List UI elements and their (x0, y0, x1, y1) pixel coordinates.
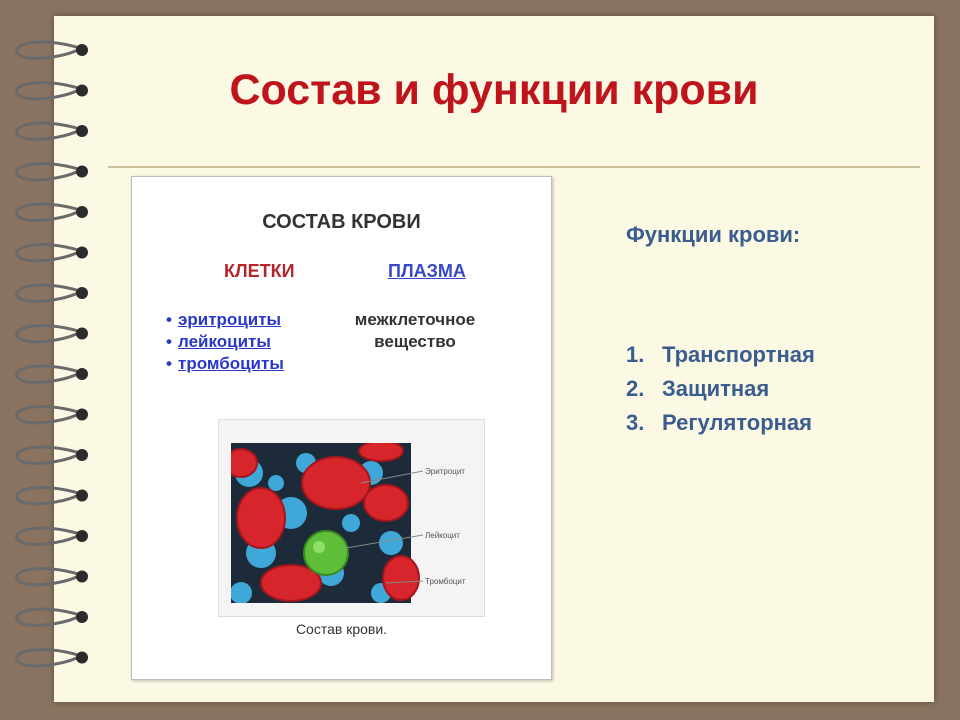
spiral-hole (76, 449, 88, 461)
card-heading: СОСТАВ КРОВИ (262, 211, 421, 233)
spiral-hole (76, 287, 88, 299)
slide-title: Состав и функции крови (229, 66, 759, 114)
spiral-ring (17, 325, 80, 341)
cells-heading: КЛЕТКИ (224, 261, 295, 281)
spiral-hole (76, 490, 88, 502)
spiral-ring (17, 568, 80, 584)
spiral-ring (17, 447, 80, 463)
micrograph-caption: Состав крови. (295, 621, 388, 637)
spiral-hole (76, 652, 88, 664)
spiral-ring (17, 487, 80, 503)
label-thrombocyte: Тромбоцит (425, 577, 466, 586)
blood-composition-card (131, 176, 552, 680)
spiral-hole (76, 125, 88, 137)
spiral-hole (76, 44, 88, 56)
plasma-description: межклеточное вещество (354, 310, 476, 351)
function-item: 1. Транспортная (626, 342, 815, 367)
functions-title: Функции крови: (626, 222, 801, 247)
spiral-ring (17, 42, 80, 58)
function-item: 3. Регуляторная (626, 410, 813, 435)
spiral-ring (17, 528, 80, 544)
spiral-ring (17, 244, 80, 260)
spiral-hole (76, 530, 88, 542)
blood-micrograph-image (231, 443, 476, 603)
function-item: 2. Защитная (626, 376, 770, 401)
cell-link-leukocytes[interactable]: • лейкоциты (166, 332, 271, 351)
spiral-hole (76, 166, 88, 178)
spiral-hole (76, 206, 88, 218)
plasma-heading-link[interactable]: ПЛАЗМА (388, 261, 466, 281)
cell-link-erythrocytes[interactable]: • эритроциты (166, 310, 282, 329)
spiral-ring (17, 163, 80, 179)
cell-link-thrombocytes[interactable]: • тромбоциты (166, 354, 284, 373)
spiral-hole (76, 571, 88, 583)
spiral-hole (76, 328, 88, 340)
title-divider (108, 166, 920, 168)
label-erythrocyte: Эритроцит (425, 467, 465, 476)
spiral-binding (0, 28, 100, 688)
spiral-ring (17, 123, 80, 139)
spiral-hole (76, 409, 88, 421)
spiral-ring (17, 649, 80, 665)
spiral-ring (17, 204, 80, 220)
spiral-ring (17, 609, 80, 625)
spiral-hole (76, 368, 88, 380)
spiral-ring (17, 285, 80, 301)
functions-list (626, 338, 815, 440)
spiral-ring (17, 406, 80, 422)
spiral-hole (76, 247, 88, 259)
label-leukocyte: Лейкоцит (425, 531, 460, 540)
cell-list (166, 309, 284, 375)
spiral-hole (76, 611, 88, 623)
spiral-ring (17, 366, 80, 382)
